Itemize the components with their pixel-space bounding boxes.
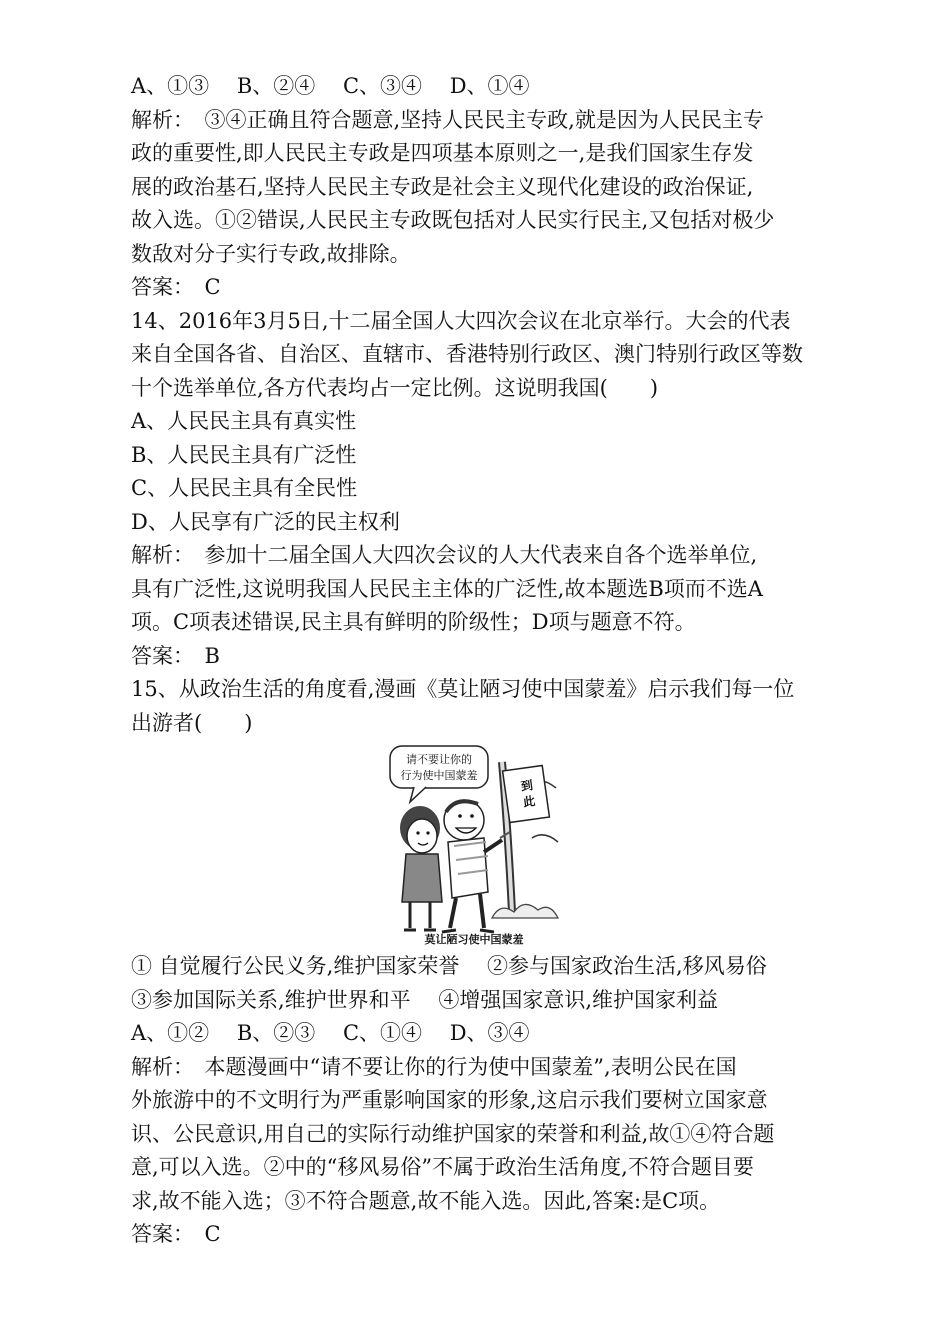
q13-analysis-line: 故入选。①②错误,人民民主专政既包括对人民实行民主,又包括对极少 [131,208,775,232]
q13-analysis-line: 政的重要性,即人民民主专政是四项基本原则之一,是我们国家生存发 [131,141,754,165]
q15-answer: 答案： C [131,1222,221,1246]
q15-analysis-line: 意,可以入选。②中的“移风易俗”不属于政治生活角度,不符合题目要 [131,1155,754,1179]
q13-answer: 答案： C [131,275,221,299]
q15-analysis-line: 识、公民意识,用自己的实际行动维护国家的荣誉和利益,故①④符合题 [131,1121,775,1146]
q13-analysis-line: 展的政治基石,坚持人民民主专政是社会主义现代化建设的政治保证, [131,174,754,199]
q15-statement-line: ① 自觉履行公民义务,维护国家荣誉 ②参与国家政治生活,移风易俗 [131,954,767,978]
cartoon-illustration [384,742,564,946]
q14-answer: 答案： B [131,643,220,668]
q14-option-a: A、人民民主具有真实性 [131,409,357,433]
sign-board [503,765,550,822]
q14-stem-line: 十个选举单位,各方代表均占一定比例。这说明我国( ) [131,375,659,400]
bubble-text-line1: 请不要让你的 [406,753,472,766]
q14-analysis-line: 解析： 参加十二届全国人大四次会议的人大代表来自各个选举单位, [131,543,758,567]
sign-text: 到 此 [519,778,537,810]
q14-stem-line: 来自全国各省、自治区、直辖市、香港特别行政区、澳门特别行政区等数 [131,342,803,366]
q13-analysis-line: 解析： ③④正确且符合题意,坚持人民民主专政,就是因为人民民主专 [131,107,764,132]
q14-analysis-line: 具有广泛性,这说明我国人民民主主体的广泛性,故本题选B项而不选A [131,576,763,601]
document-page [131,70,831,1252]
man-shirt [448,838,488,898]
man-arm [484,840,502,852]
q15-stem-line: 出游者( ) [131,710,253,735]
bushes [492,904,558,918]
q14-analysis-line: 项。C项表述错误,民主具有鲜明的阶级性；D项与题意不符。 [131,610,696,634]
cartoon-figure [131,742,831,950]
q15-analysis-line: 解析： 本题漫画中“请不要让你的行为使中国蒙羞”,表明公民在国 [131,1054,737,1079]
bubble-text-line2: 行为使中国蒙羞 [400,769,478,782]
speech-bubble-tail [410,787,426,802]
woman-face [407,819,437,853]
q14-option-b: B、人民民主具有广泛性 [131,442,357,467]
cartoon-caption: 莫让陋习使中国蒙羞 [424,933,524,946]
q14-stem-line: 14、2016年3月5日,十二届全国人大四次会议在北京举行。大会的代表 [131,308,791,333]
q15-analysis-line: 外旅游中的不文明行为严重影响国家的形象,这启示我们要树立国家意 [131,1088,768,1112]
q15-statement-line: ③参加国际关系,维护世界和平 ④增强国家意识,维护国家利益 [131,987,719,1012]
q13-analysis-line: 数敌对分子实行专政,故排除。 [131,241,411,266]
woman-dress [402,854,442,902]
q14-option-c: C、人民民主具有全民性 [131,476,358,500]
q15-options: A、①② B、②③ C、①④ D、③④ [131,1021,530,1045]
q15-stem-line: 15、从政治生活的角度看,漫画《莫让陋习使中国蒙羞》启示我们每一位 [131,677,795,701]
q15-analysis-line: 求,故不能入选；③不符合题意,故不能入选。因此,答案:是C项。 [131,1188,721,1213]
q13-options: A、①③ B、②④ C、③④ D、①④ [131,74,530,98]
q14-option-d: D、人民享有广泛的民主权利 [131,509,400,534]
